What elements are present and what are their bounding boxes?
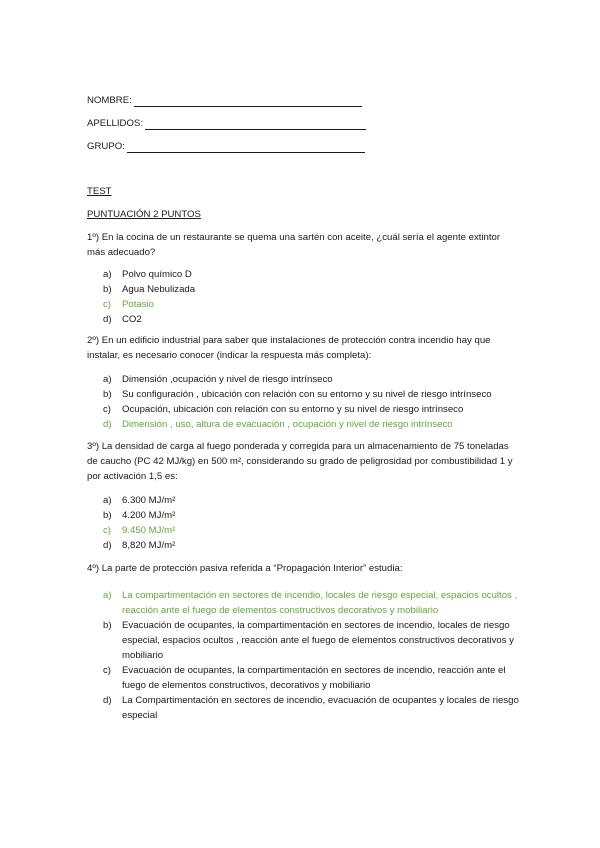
option-letter: d) — [103, 540, 112, 551]
option-letter: a) — [103, 269, 112, 280]
option-3b[interactable] — [103, 508, 519, 523]
option-letter: c) — [103, 299, 111, 310]
option-letter: c) — [103, 404, 111, 415]
puntuacion-title: PUNTUACIÓN 2 PUNTOS — [87, 209, 201, 220]
grupo-field[interactable] — [87, 141, 365, 153]
grupo-label: GRUPO: — [87, 141, 125, 152]
option-text: Dimensión , uso, altura de evacuación , ocupación y nivel de riesgo intrínseco — [122, 419, 453, 430]
option-text: 9.450 MJ/m² — [122, 525, 176, 536]
option-3c-correct[interactable] — [103, 523, 519, 538]
option-4a-correct[interactable] — [103, 588, 519, 618]
option-letter: b) — [103, 389, 112, 400]
question-4-text: 4º) La parte de protección pasiva referida a “Propagación Interior” estudia: — [87, 563, 403, 574]
option-2c[interactable] — [103, 402, 519, 417]
option-text: Polvo químico D — [122, 269, 192, 280]
option-letter: d) — [103, 695, 112, 706]
test-title: TEST — [87, 186, 112, 197]
option-letter: b) — [103, 284, 112, 295]
question-1-options — [103, 267, 519, 327]
option-letter: c) — [103, 665, 111, 676]
question-4-options — [103, 588, 519, 723]
option-text: Dimensión ,ocupación y nivel de riesgo intrínseco — [122, 374, 333, 385]
option-letter: a) — [103, 374, 112, 385]
option-1d[interactable] — [103, 312, 519, 327]
option-3d[interactable] — [103, 538, 519, 553]
option-letter: c) — [103, 525, 111, 536]
apellidos-label: APELLIDOS: — [87, 118, 143, 129]
option-text: Evacuación de ocupantes, la compartimentación en sectores de incendio, locales de riesgo especial, espacios ocultos , reacción ante el fuego de elementos constructivos decorativos y mobiliario — [122, 620, 514, 661]
option-1a[interactable] — [103, 267, 519, 282]
option-text: Evacuación de ocupantes, la compartimentación en sectores de incendio, reacción ante el fuego de elementos constructivos, decorativos y mobiliario — [122, 665, 506, 691]
option-text: Ocupación, ubicación con relación con su entorno y su nivel de riesgo intrínseco — [122, 404, 464, 415]
option-2b[interactable] — [103, 387, 519, 402]
apellidos-field[interactable] — [87, 118, 366, 130]
option-3a[interactable] — [103, 493, 519, 508]
nombre-label: NOMBRE: — [87, 95, 132, 106]
question-3-text: 3º) La densidad de carga al fuego ponderada y corregida para un almacenamiento de 75 toneladas de caucho (PC 42 MJ/kg) en 500 m², considerando su grado de peligrosidad por combustibilidad 1 y por activación 1,5 es: — [87, 441, 513, 482]
grupo-line[interactable] — [127, 142, 365, 153]
option-text: La Compartimentación en sectores de incendio, evacuación de ocupantes y locales de riesgo especial — [122, 695, 519, 721]
option-letter: d) — [103, 419, 112, 430]
option-text: 6.300 MJ/m² — [122, 495, 176, 506]
option-letter: b) — [103, 620, 112, 631]
option-4b[interactable] — [103, 618, 519, 663]
nombre-field[interactable] — [87, 95, 362, 107]
apellidos-line[interactable] — [145, 119, 366, 130]
option-2d-correct[interactable] — [103, 417, 519, 432]
option-letter: b) — [103, 510, 112, 521]
option-text: Su configuración , ubicación con relación con su entorno y su nivel de riesgo intrínseco — [122, 389, 492, 400]
nombre-line[interactable] — [134, 96, 362, 107]
option-text: La compartimentación en sectores de incendio, locales de riesgo especial, espacios ocultos , reacción ante el fuego de elementos constructivos decorativos y mobiliario — [122, 590, 518, 616]
option-2a[interactable] — [103, 372, 519, 387]
option-text: 8,820 MJ/m² — [122, 540, 176, 551]
option-1c-correct[interactable] — [103, 297, 519, 312]
option-4d[interactable] — [103, 693, 519, 723]
option-4c[interactable] — [103, 663, 519, 693]
option-letter: d) — [103, 314, 112, 325]
option-letter: a) — [103, 495, 112, 506]
option-1b[interactable] — [103, 282, 519, 297]
question-1-text: 1º) En la cocina de un restaurante se quema una sartén con aceite, ¿cuál sería el agente extintor más adecuado? — [87, 232, 501, 258]
question-3-options — [103, 493, 519, 553]
option-text: Potasio — [122, 299, 154, 310]
option-text: 4.200 MJ/m² — [122, 510, 176, 521]
question-2-options — [103, 372, 519, 432]
option-text: CO2 — [122, 314, 142, 325]
option-letter: a) — [103, 590, 112, 601]
question-2-text: 2º) En un edificio industrial para saber que instalaciones de protección contra incendio hay que instalar, es necesario conocer (indicar la respuesta más completa): — [87, 335, 491, 361]
option-text: Agua Nebulizada — [122, 284, 196, 295]
